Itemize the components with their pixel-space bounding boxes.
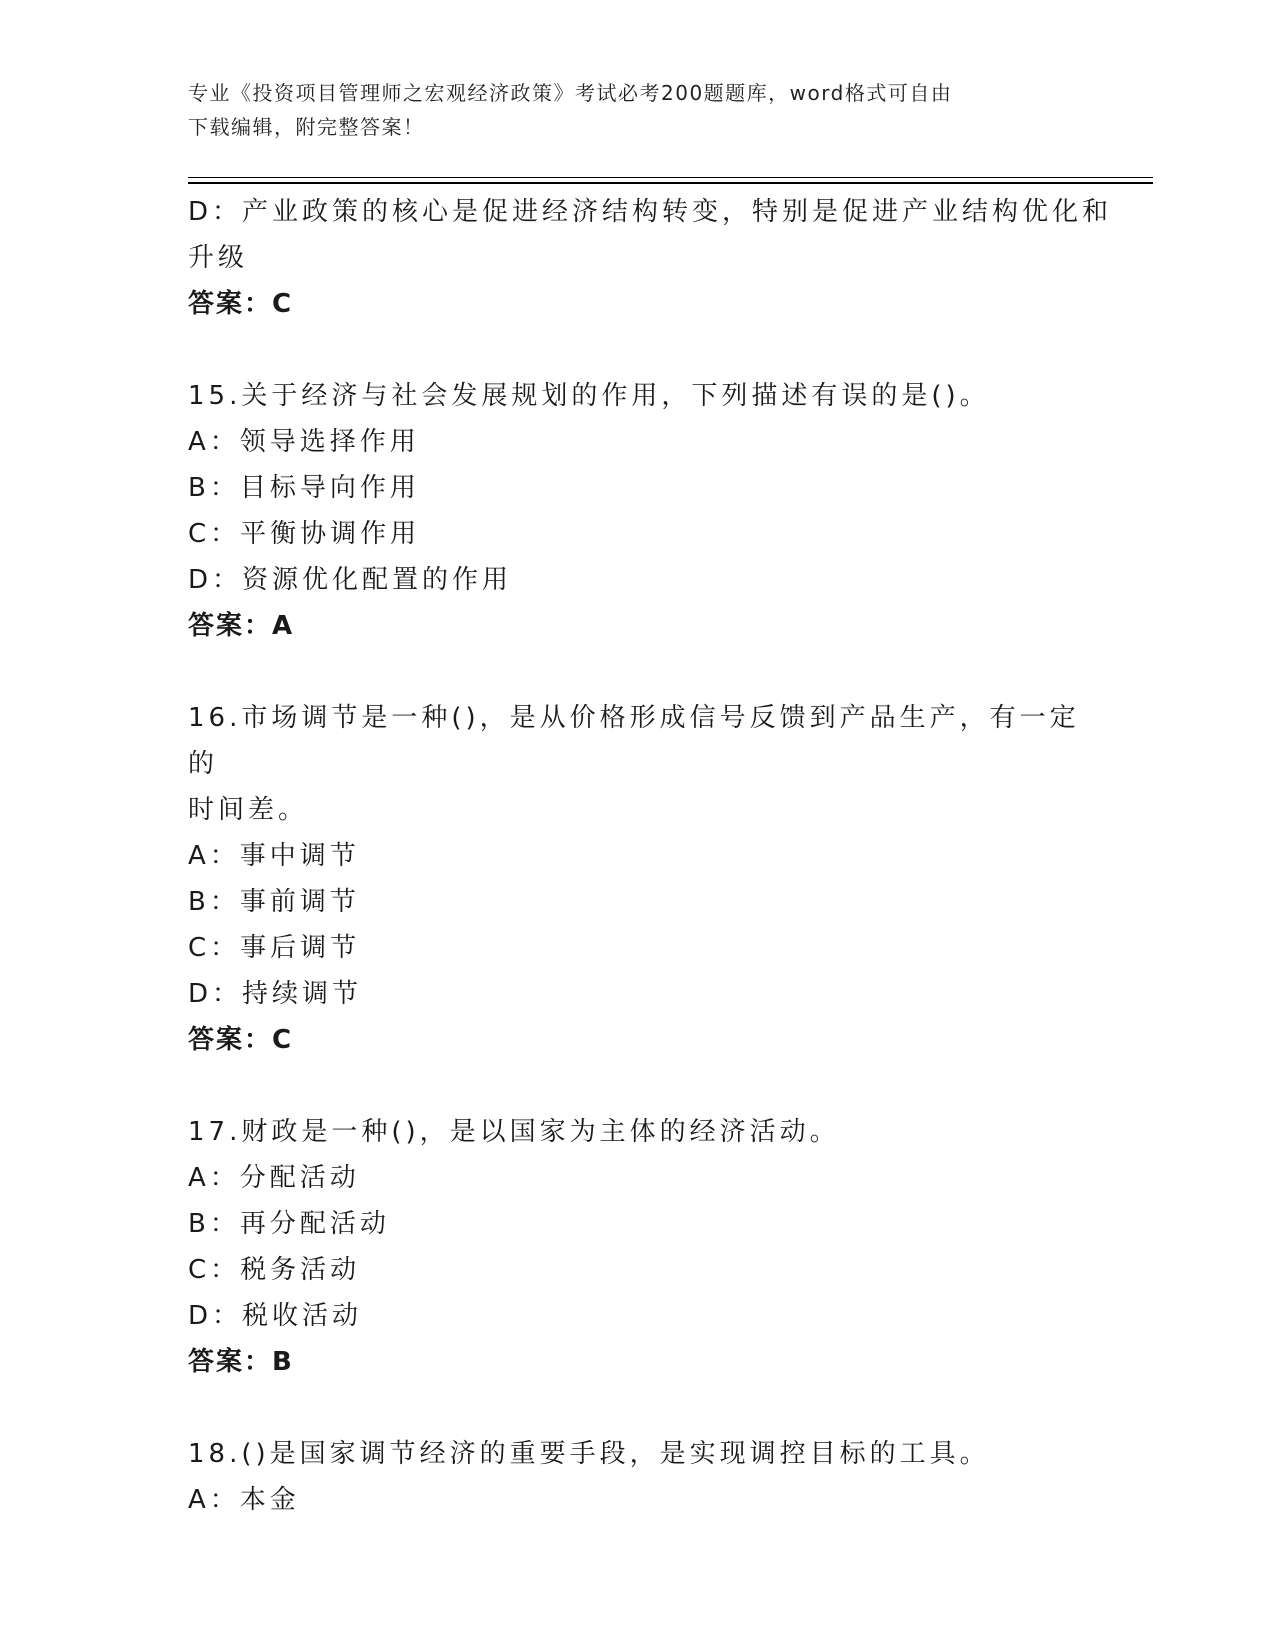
- option-d-continued: D：产业政策的核心是促进经济结构转变，特别是促进产业结构优化和: [188, 197, 1113, 227]
- question-stem: 17.财政是一种()，是以国家为主体的经济活动。: [188, 1117, 840, 1147]
- option-d: D：资源优化配置的作用: [188, 565, 513, 595]
- answer: 答案：B: [188, 1347, 294, 1377]
- spacer: [188, 649, 1088, 695]
- option-d-continued-wrap: 升级: [188, 243, 249, 273]
- header-divider-thick: [188, 182, 1153, 184]
- question-17: [188, 1109, 1088, 1385]
- option-a: A：分配活动: [188, 1163, 360, 1193]
- question-16: [188, 695, 1088, 1063]
- option-d: D：持续调节: [188, 979, 363, 1009]
- question-stem-wrap: 时间差。: [188, 795, 309, 825]
- option-c: C：平衡协调作用: [188, 519, 421, 549]
- spacer: [188, 1385, 1088, 1431]
- option-b: B：事前调节: [188, 887, 360, 917]
- spacer: [188, 327, 1088, 373]
- document-header: [188, 76, 1068, 144]
- answer-14: 答案：C: [188, 289, 294, 319]
- question-list: [188, 189, 1113, 1523]
- question-stem: 15.关于经济与社会发展规划的作用，下列描述有误的是()。: [188, 381, 990, 411]
- option-d: D：税收活动: [188, 1301, 363, 1331]
- answer: 答案：A: [188, 611, 295, 641]
- question-15: [188, 373, 1088, 649]
- header-line-2: 下载编辑，附完整答案！: [188, 115, 425, 139]
- option-a: A：本金: [188, 1485, 300, 1515]
- option-b: B：再分配活动: [188, 1209, 390, 1239]
- question-stem: 18.()是国家调节经济的重要手段，是实现调控目标的工具。: [188, 1439, 990, 1469]
- header-divider-thin: [188, 177, 1153, 178]
- option-c: C：事后调节: [188, 933, 361, 963]
- spacer: [188, 1063, 1088, 1109]
- option-c: C：税务活动: [188, 1255, 361, 1285]
- option-b: B：目标导向作用: [188, 473, 420, 503]
- question-18: [188, 1431, 1088, 1523]
- option-a: A：事中调节: [188, 841, 360, 871]
- question-stem: 16.市场调节是一种()，是从价格形成信号反馈到产品生产，有一定的: [188, 703, 1080, 779]
- header-line-1: 专业《投资项目管理师之宏观经济政策》考试必考200题题库，word格式可自由: [188, 81, 953, 105]
- option-a: A：领导选择作用: [188, 427, 420, 457]
- answer: 答案：C: [188, 1025, 294, 1055]
